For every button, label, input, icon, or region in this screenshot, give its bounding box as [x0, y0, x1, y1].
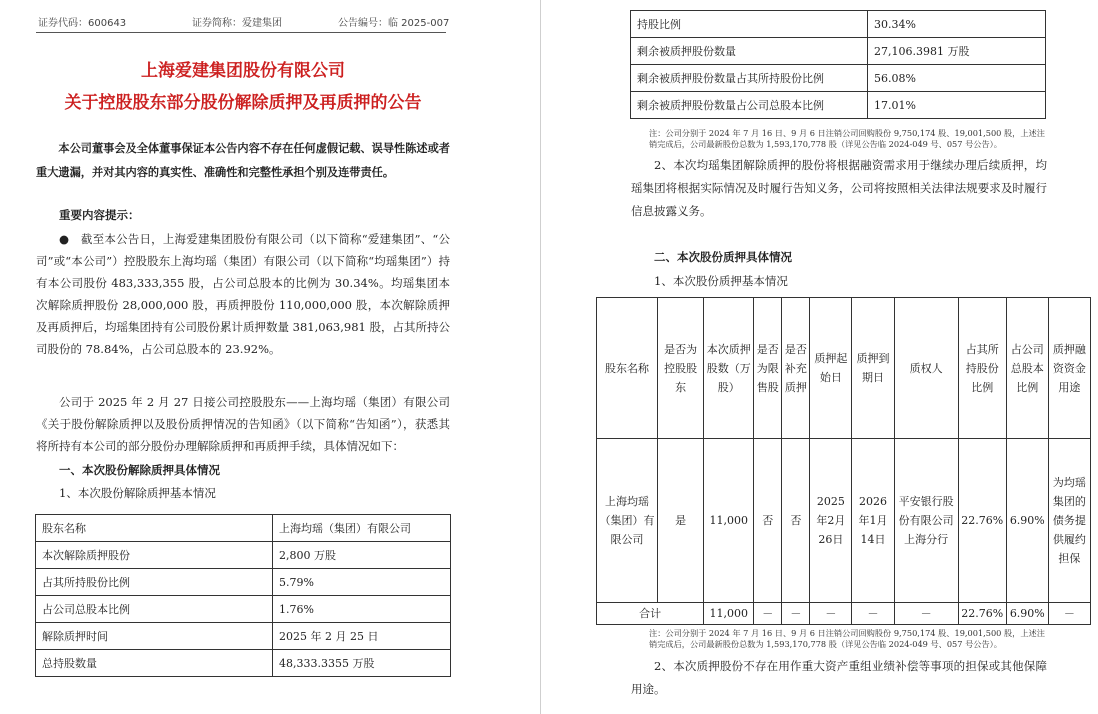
- pledge-total-cell: －: [894, 603, 958, 625]
- release-table-row: [36, 623, 451, 650]
- pledge-header-cell: 是否补充质押: [782, 298, 810, 439]
- right-page: [545, 0, 1098, 714]
- pledge-table: [596, 297, 1091, 625]
- release-table-continued: [630, 10, 1046, 119]
- pledge-data-cell: 是: [658, 439, 704, 603]
- row-value: 27,106.3981 万股: [868, 38, 1046, 65]
- pledge-total-cell: －: [852, 603, 894, 625]
- row-label: 占公司总股本比例: [36, 596, 273, 623]
- pledge-header-cell: 是否为限售股: [754, 298, 782, 439]
- pledge-header-cell: 是否为控股股东: [658, 298, 704, 439]
- intro-paragraph: 公司于 2025 年 2 月 27 日接公司控股股东——上海均瑶（集团）有限公司《关于股份解除质押以及股份质押情况的告知函》（以下简称“告知函”），获悉其将所持有本公司的部分股份办理解除质押和再质押手续，具体情况如下：: [36, 395, 450, 453]
- release-table-row: [36, 596, 451, 623]
- notice-number: 公告编号：临 2025-007: [338, 18, 450, 29]
- company-title: 上海爱建集团股份有限公司: [141, 61, 345, 81]
- row-value: 5.79%: [273, 569, 451, 596]
- section1-subheading: 1、本次股份解除质押基本情况: [59, 486, 216, 500]
- pledge-total-cell: －: [754, 603, 782, 625]
- row-value: 2025 年 2 月 25 日: [273, 623, 451, 650]
- row-value: 上海均瑶（集团）有限公司: [273, 515, 451, 542]
- pledge-total-cell: 6.90%: [1006, 603, 1048, 625]
- pledge-data-cell: 为均瑶集团的债务提供履约担保: [1048, 439, 1090, 603]
- pledge-total-cell: －: [810, 603, 852, 625]
- pledge-total-cell-row: [597, 603, 1091, 625]
- pledge-data-cell: 2025年2月26日: [810, 439, 852, 603]
- pledge-data-cell: 22.76%: [958, 439, 1006, 603]
- pledge-header-cell: 质押融资资金用途: [1048, 298, 1090, 439]
- key-tips-heading: 重要内容提示：: [59, 208, 140, 222]
- pledge-total-cell: 合计: [597, 603, 704, 625]
- row-label: 持股比例: [631, 11, 868, 38]
- row-value: 56.08%: [868, 65, 1046, 92]
- para-pledge-usage: 2、本次质押股份不存在用作重大资产重组业绩补偿等事项的担保或其他保障用途。: [631, 659, 1047, 696]
- pledge-header-cell: 质押到期日: [852, 298, 894, 439]
- pledge-total-cell: 11,000: [704, 603, 754, 625]
- release-table: [35, 514, 451, 677]
- pledge-total-cell: －: [1048, 603, 1090, 625]
- pledge-header-cell: 股东名称: [597, 298, 658, 439]
- pledge-total-cell: 22.76%: [958, 603, 1006, 625]
- pledge-data-cell: 11,000: [704, 439, 754, 603]
- release-table-row: [36, 542, 451, 569]
- pledge-header-cell: 本次质押股数（万股）: [704, 298, 754, 439]
- row-label: 解除质押时间: [36, 623, 273, 650]
- note-2: 注：公司分别于 2024 年 7 月 16 日、9 月 6 日注销公司回购股份 9,750,174 股、19,001,500 股，上述注销完成后，公司最新股份总数为 1,593,170,778 股（详见公告临 2024-049 号、057 号公告）。: [649, 628, 1045, 649]
- row-value: 30.34%: [868, 11, 1046, 38]
- section1-heading: 一、本次股份解除质押具体情况: [59, 463, 220, 477]
- release-table-row: [36, 515, 451, 542]
- pledge-header-cell-row: [597, 298, 1091, 439]
- row-label: 剩余被质押股份数量: [631, 38, 868, 65]
- pledge-data-cell: 平安银行股份有限公司上海分行: [894, 439, 958, 603]
- row-value: 17.01%: [868, 92, 1046, 119]
- pledge-data-cell: 2026年1月14日: [852, 439, 894, 603]
- pledge-data-cell: 6.90%: [1006, 439, 1048, 603]
- row-label: 剩余被质押股份数量占其所持股份比例: [631, 65, 868, 92]
- section2-subheading: 1、本次股份质押基本情况: [654, 274, 788, 288]
- release-table-row: [36, 569, 451, 596]
- row-value: 48,333.3355 万股: [273, 650, 451, 677]
- pledge-data-cell-row: [597, 439, 1091, 603]
- para-release-usage: 2、本次均瑶集团解除质押的股份将根据融资需求用于继续办理后续质押，均瑶集团将根据实际情况及时履行告知义务，公司将按照相关法律法规要求及时履行信息披露义务。: [631, 158, 1047, 218]
- continued-table-row: [631, 38, 1046, 65]
- pledge-data-cell: 否: [782, 439, 810, 603]
- section2-heading: 二、本次股份质押具体情况: [654, 250, 792, 264]
- pledge-data-cell: 否: [754, 439, 782, 603]
- row-value: 1.76%: [273, 596, 451, 623]
- pledge-header-cell: 占其所持股份比例: [958, 298, 1006, 439]
- pledge-total-cell: －: [782, 603, 810, 625]
- left-page: [0, 0, 540, 714]
- row-label: 总持股数量: [36, 650, 273, 677]
- pledge-data-cell: 上海均瑶（集团）有限公司: [597, 439, 658, 603]
- continued-table-row: [631, 65, 1046, 92]
- note-1: 注：公司分别于 2024 年 7 月 16 日、9 月 6 日注销公司回购股份 9,750,174 股、19,001,500 股，上述注销完成后，公司最新股份总数为 1,593,170,778 股（详见公告临 2024-049 号、057 号公告）。: [649, 128, 1045, 149]
- disclaimer: 本公司董事会及全体董事保证本公告内容不存在任何虚假记载、误导性陈述或者重大遗漏，并对其内容的真实性、准确性和完整性承担个别及连带责任。: [36, 142, 450, 179]
- continued-table-row: [631, 92, 1046, 119]
- row-label: 剩余被质押股份数量占公司总股本比例: [631, 92, 868, 119]
- key-tips-body: ● 截至本公告日，上海爱建集团股份有限公司（以下简称“爱建集团”、“公司”或“本公司”）控股股东上海均瑶（集团）有限公司（以下简称“均瑶集团”）持有本公司股份 483,333,355 股，占公司总股本的比例为 30.34%。均瑶集团本次解除质押股份 28,000,000 股，再质押股份 110,000,000 股，本次解除质押及再质押后，均瑶集团持有公司股份累计质押数量 381,063,981 股，占其所持公司股份的 78.84%，占公司总股本的 23.92%。: [36, 232, 450, 356]
- row-label: 占其所持股份比例: [36, 569, 273, 596]
- pledge-header-cell: 质押起始日: [810, 298, 852, 439]
- continued-table-row: [631, 11, 1046, 38]
- release-table-row: [36, 650, 451, 677]
- row-label: 股东名称: [36, 515, 273, 542]
- stock-short-name: 证券简称：爱建集团: [192, 18, 282, 29]
- notice-title: 关于控股股东部分股份解除质押及再质押的公告: [64, 93, 422, 113]
- header-divider: [36, 32, 446, 33]
- stock-code: 证券代码：600643: [38, 18, 127, 29]
- pledge-header-cell: 质权人: [894, 298, 958, 439]
- pledge-header-cell: 占公司总股本比例: [1006, 298, 1048, 439]
- row-label: 本次解除质押股份: [36, 542, 273, 569]
- row-value: 2,800 万股: [273, 542, 451, 569]
